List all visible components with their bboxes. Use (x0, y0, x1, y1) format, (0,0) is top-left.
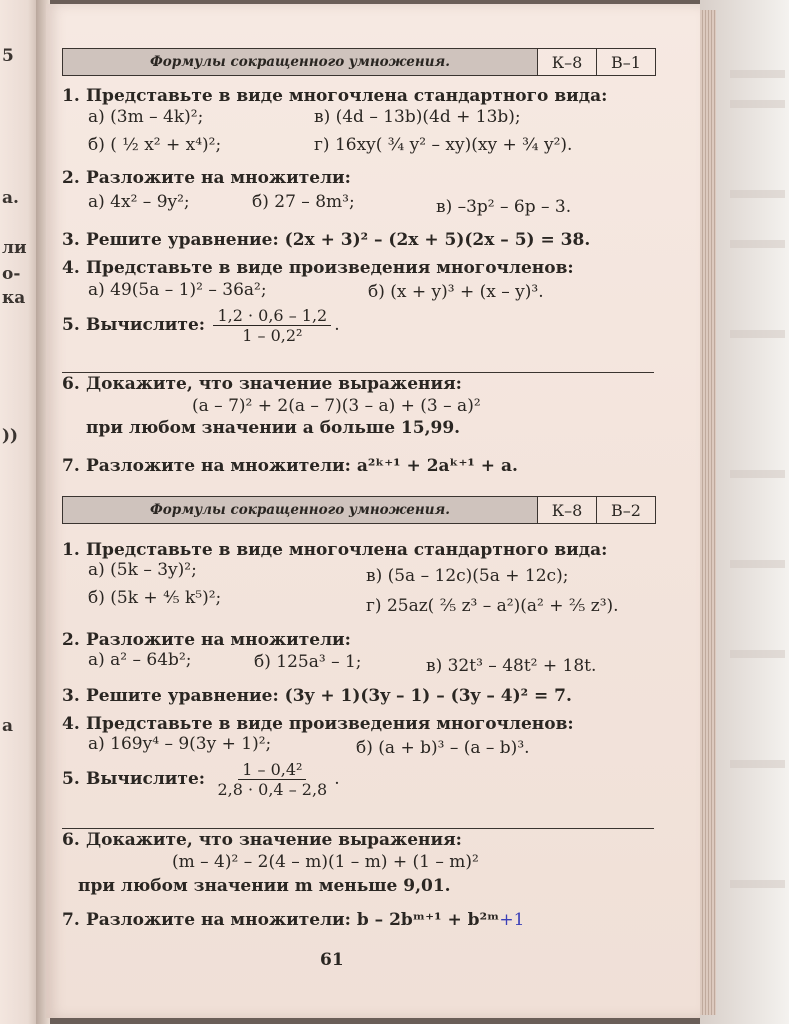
task-5: 5. Вычислите: $\frac{1,2 \cdot 0,6 - 1,2}{\text{1 – 0,2²}}$ . (62, 306, 340, 345)
task-4-a: а) 169y⁴ – 9(3y + 1)²; (88, 734, 272, 754)
test-code: К–8 (538, 49, 597, 75)
section-header (62, 48, 656, 76)
task-4-b: б) (a + b)³ – (a – b)³. (356, 738, 530, 758)
left-fragment: ли (2, 238, 27, 258)
task-6-condition: при любом значении a больше 15,99. (86, 418, 461, 438)
task-1-b: б) ( ½ x² + x⁴)²; (88, 135, 222, 155)
task-4-b: б) (x + y)³ + (x – y)³. (368, 282, 544, 302)
left-fragment: о- (2, 264, 21, 284)
task-1-v: в) (5a – 12c)(5a + 12c); (366, 566, 569, 586)
task-2: 2. Разложите на множители: (62, 630, 351, 650)
divider (62, 372, 654, 373)
left-fragment: а. (2, 188, 19, 208)
task-6-expression: (a – 7)² + 2(a – 7)(3 – a) + (3 – a)² (192, 396, 481, 416)
task-1-g: г) 16xy( ¾ y² – xy)(xy + ¾ y²). (314, 135, 573, 155)
task-7: 7. Разложите на множители: a²ᵏ⁺¹ + 2aᵏ⁺¹ + a. (62, 456, 518, 476)
task-1-a: а) (3m – 4k)²; (88, 107, 204, 127)
page-number: 61 (320, 950, 344, 970)
task-1-v: в) (4d – 13b)(4d + 13b); (314, 107, 521, 127)
task-6: 6. Докажите, что значение выражения: (62, 830, 462, 850)
task-6: 6. Докажите, что значение выражения: (62, 374, 462, 394)
left-fragment: ка (2, 288, 26, 308)
section-title: Формулы сокращенного умножения. (63, 497, 538, 523)
task-3: 3. Решите уравнение: (2x + 3)² – (2x + 5)(2x – 5) = 38. (62, 230, 591, 250)
test-code: К–8 (538, 497, 597, 523)
task-6-condition: при любом значении m меньше 9,01. (78, 876, 451, 896)
task-4: 4. Представьте в виде произведения многочленов: (62, 258, 574, 278)
handwritten-annotation: +1 (499, 910, 525, 930)
task-4-a: а) 49(5a – 1)² – 36a²; (88, 280, 267, 300)
task-2-b: б) 27 – 8m³; (252, 192, 355, 212)
variant-code: В–2 (611, 500, 641, 520)
section-header (62, 496, 656, 524)
task-1-a: а) (5k – 3y)²; (88, 560, 197, 580)
task-2-a: а) 4x² – 9y²; (88, 192, 190, 212)
section-title: Формулы сокращенного умножения. (63, 49, 538, 75)
task-2: 2. Разложите на множители: (62, 168, 351, 188)
task-1: 1. Представьте в виде многочлена стандартного вида: (62, 540, 608, 560)
task-7: 7. Разложите на множители: b – 2bᵐ⁺¹ + b²ᵐ+1 (62, 910, 525, 930)
task-2-v: в) –3p² – 6p – 3. (436, 197, 572, 217)
task-1-g: г) 25az( ⅖ z³ – a²)(a² + ⅖ z³). (366, 596, 619, 616)
book-page (46, 4, 700, 1018)
left-fragment: а (2, 716, 14, 736)
task-4: 4. Представьте в виде произведения многочленов: (62, 714, 574, 734)
task-2-b: б) 125a³ – 1; (254, 652, 362, 672)
left-fragment: 5 (2, 46, 14, 66)
fraction: $\frac{1,2 \cdot 0,6 - 1,2}{\text{1 – 0,2²}}$ (213, 306, 331, 345)
task-2-a: а) a² – 64b²; (88, 650, 192, 670)
left-page-edge (0, 0, 40, 1024)
task-5: 5. Вычислите: $\frac{\text{1 – 0,4²}}{2,8 \cdot 0,4 - 2,8}$ . (62, 760, 340, 799)
divider (62, 828, 654, 829)
task-3: 3. Решите уравнение: (3y + 1)(3y – 1) – (3y – 4)² = 7. (62, 686, 572, 706)
variant-code: В–1 (611, 52, 641, 72)
task-6-expression: (m – 4)² – 2(4 – m)(1 – m) + (1 – m)² (172, 852, 479, 872)
task-1: 1. Представьте в виде многочлена стандартного вида: (62, 86, 608, 106)
left-fragment: )) (2, 426, 19, 446)
task-1-b: б) (5k + ⅘ k⁵)²; (88, 588, 222, 608)
fraction: $\frac{\text{1 – 0,4²}}{2,8 \cdot 0,4 - 2,8}$ (217, 760, 328, 799)
task-2-v: в) 32t³ – 48t² + 18t. (426, 656, 597, 676)
